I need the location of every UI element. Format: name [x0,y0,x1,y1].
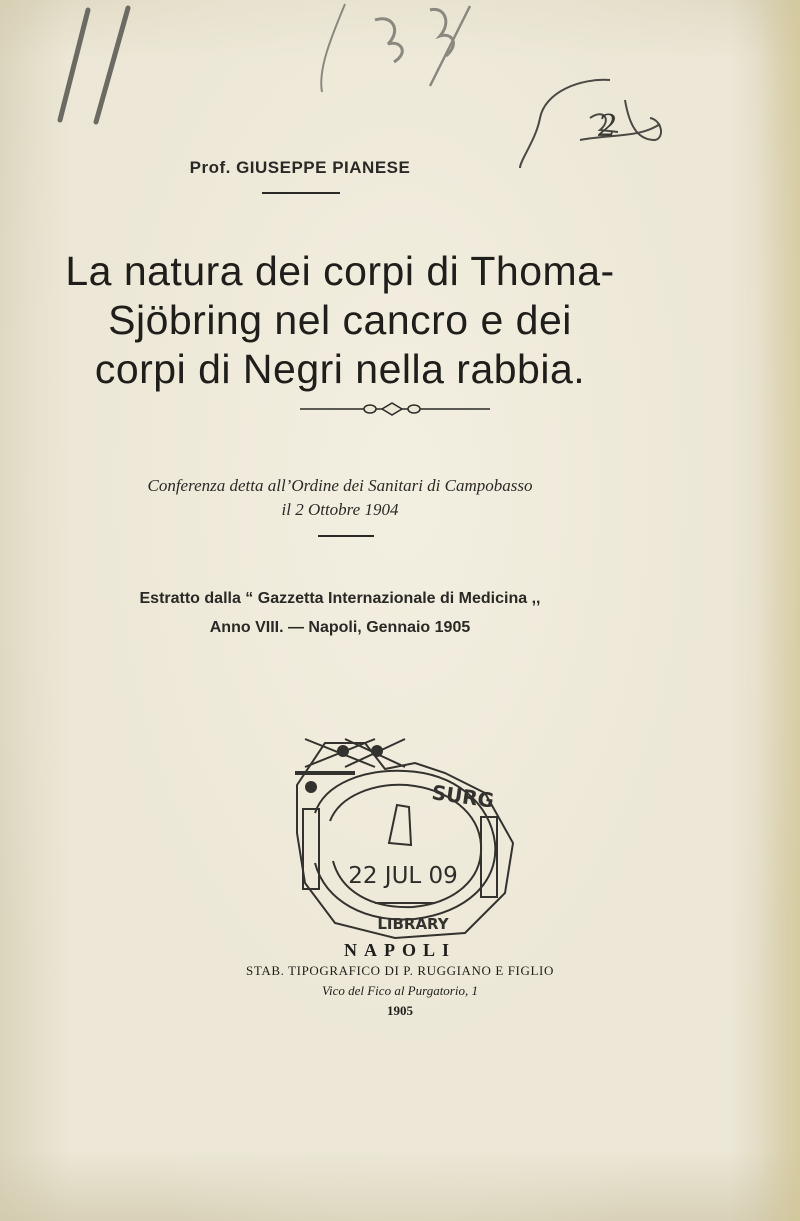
conference-divider [318,535,374,537]
imprint-address: Vico del Fico al Purgatorio, 1 [322,983,478,998]
stamp-top-text: SURG [430,780,496,813]
conference-line-2: il 2 Ottobre 1904 [281,500,399,519]
author-divider [262,192,340,194]
author-name: Prof. GIUSEPPE PIANESE [189,158,411,177]
stamp-date: 22 JUL 09 [348,863,458,889]
imprint-city: NAPOLI [343,940,456,960]
title-line-3: corpi di Negri nella rabbia. [94,346,586,392]
ornamental-divider [300,402,490,416]
conference-line-1: Conferenza detta all’Ordine dei Sanitari di Campobasso [147,476,533,495]
stamp-bottom-text: LIBRARY [377,915,449,933]
library-stamp [285,733,525,943]
extract-line-1: Estratto dalla “ Gazzetta Internazionale di Medicina ,, [139,590,541,607]
title-line-2: Sjöbring nel cancro e dei [108,297,572,343]
handwritten-number: 2 [598,109,618,144]
imprint-printer: STAB. TIPOGRAFICO DI P. RUGGIANO E FIGLIO [246,963,554,978]
title-line-1: La natura dei corpi di Thoma- [65,248,615,294]
extract-line-2: Anno VIII. — Napoli, Gennaio 1905 [209,619,471,636]
imprint-year: 1905 [387,1003,413,1018]
paper-edge-stain [760,0,800,1221]
